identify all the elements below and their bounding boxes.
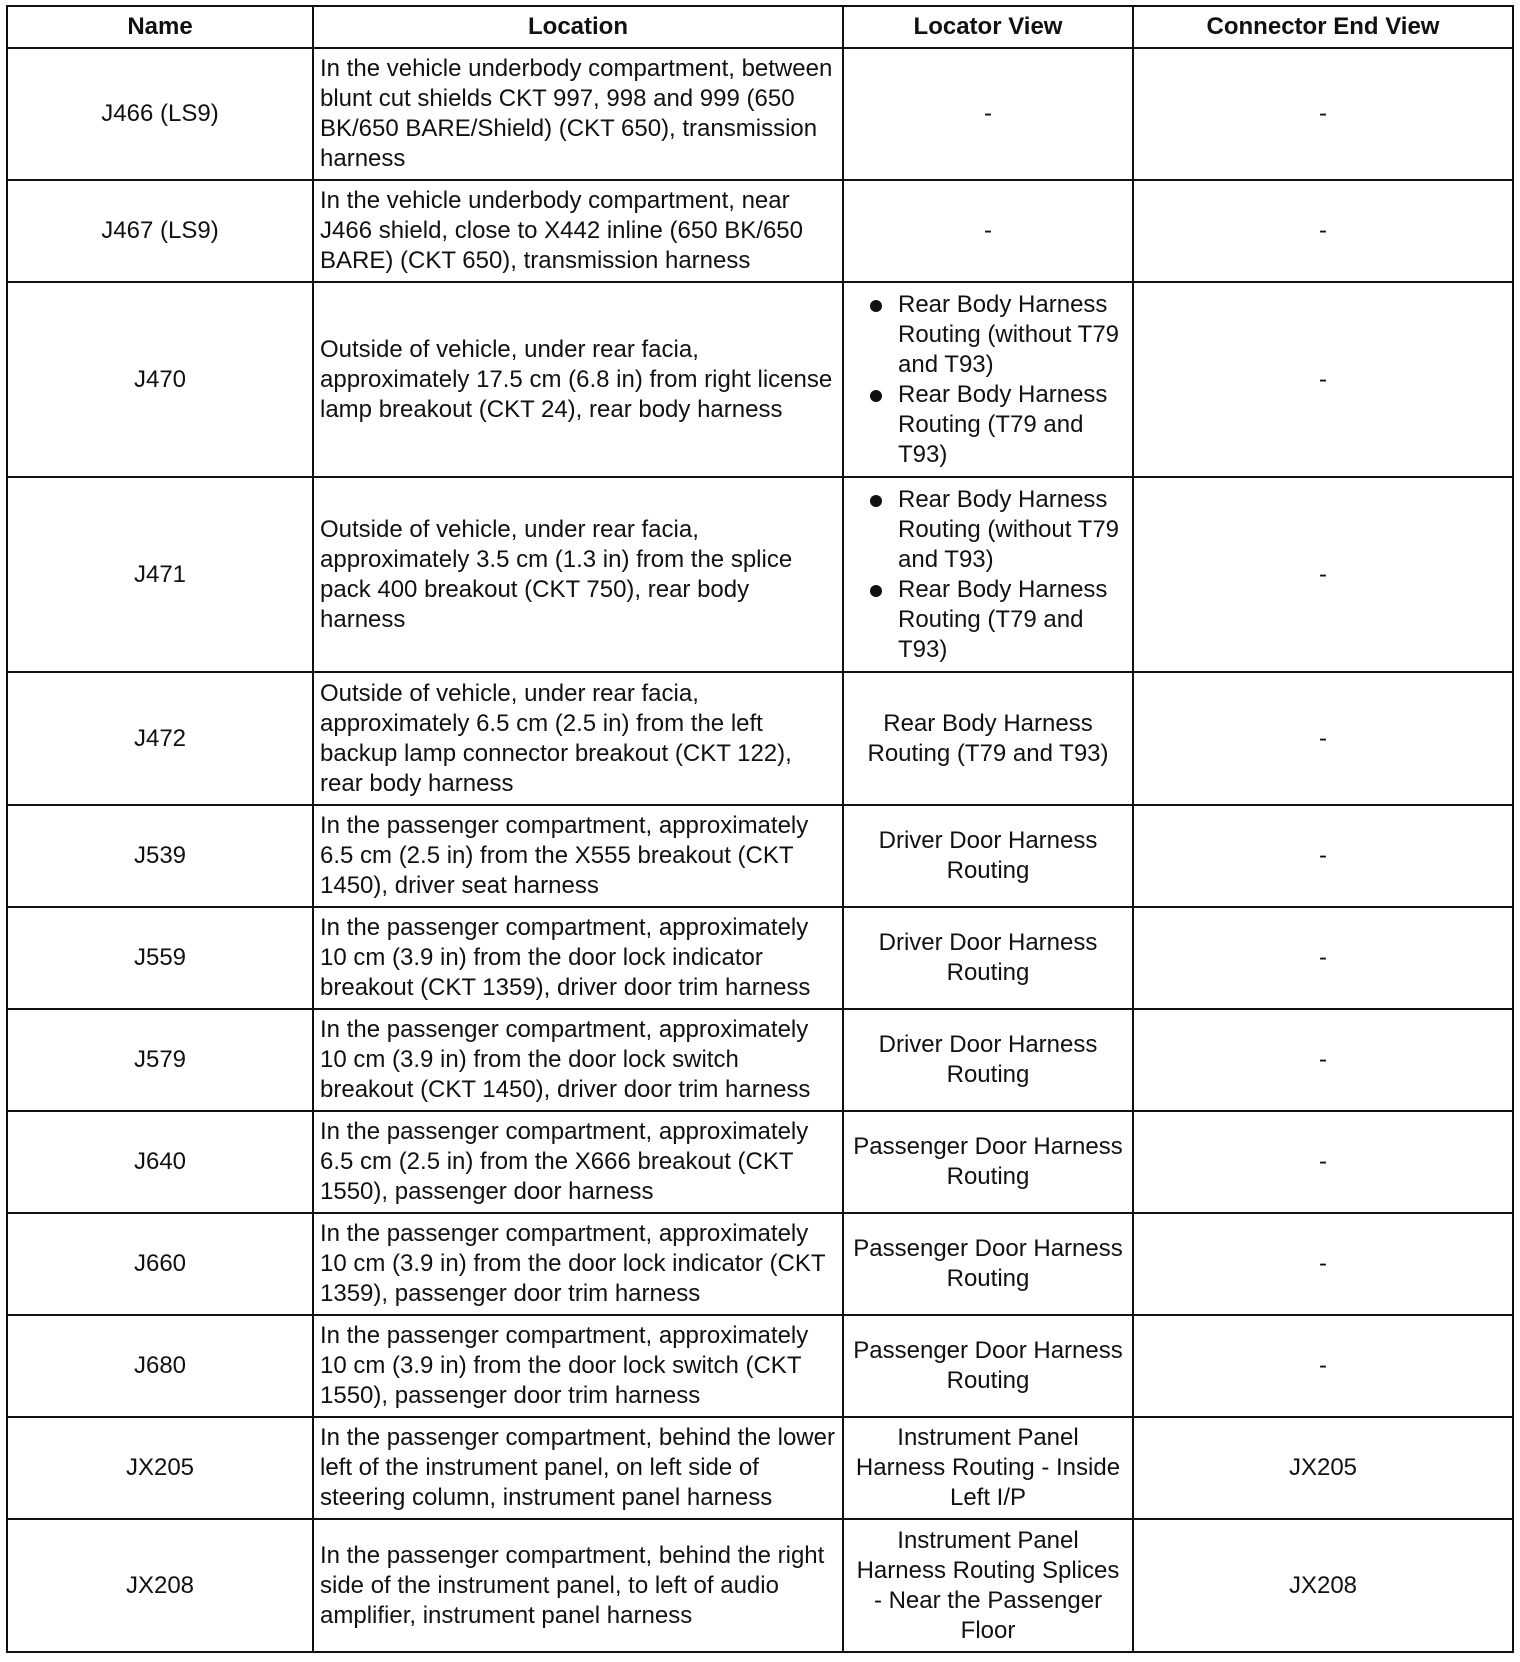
table-row — [7, 907, 1513, 1009]
table-row — [7, 180, 1513, 282]
connector-end-view: JX205 — [1133, 1417, 1513, 1519]
connector-end-view: - — [1133, 180, 1513, 282]
locator-view: Passenger Door Harness Routing — [843, 1315, 1133, 1417]
table-header — [7, 6, 1513, 48]
table-row — [7, 282, 1513, 477]
splice-name: J640 — [7, 1111, 313, 1213]
splice-name: J472 — [7, 672, 313, 805]
connector-end-view: - — [1133, 282, 1513, 477]
table-row — [7, 1009, 1513, 1111]
connector-end-view: JX208 — [1133, 1519, 1513, 1652]
connector-end-view: - — [1133, 1009, 1513, 1111]
connector-end-view: - — [1133, 805, 1513, 907]
locator-view: - — [843, 48, 1133, 180]
locator-view — [843, 282, 1133, 477]
splice-name: J470 — [7, 282, 313, 477]
header-row — [7, 6, 1513, 48]
splice-name: J660 — [7, 1213, 313, 1315]
locator-view: Instrument Panel Harness Routing Splices - Near the Passenger Floor — [843, 1519, 1133, 1652]
table-row — [7, 48, 1513, 180]
header-locator-view: Locator View — [843, 6, 1133, 48]
table-row — [7, 1213, 1513, 1315]
locator-view: Instrument Panel Harness Routing - Inside Left I/P — [843, 1417, 1133, 1519]
table-row — [7, 805, 1513, 907]
splice-location: In the passenger compartment, behind the lower left of the instrument panel, on left side of steering column, instrument panel harness — [313, 1417, 843, 1519]
locator-view: Driver Door Harness Routing — [843, 1009, 1133, 1111]
table-row — [7, 1315, 1513, 1417]
locator-view-list — [850, 485, 1126, 665]
splice-location: Outside of vehicle, under rear facia, approximately 6.5 cm (2.5 in) from the left backup lamp connector breakout (CKT 122), rear body harness — [313, 672, 843, 805]
connector-end-view: - — [1133, 1213, 1513, 1315]
locator-view: Passenger Door Harness Routing — [843, 1213, 1133, 1315]
header-connector-end-view: Connector End View — [1133, 6, 1513, 48]
splice-name: J559 — [7, 907, 313, 1009]
table-row — [7, 1111, 1513, 1213]
connector-end-view: - — [1133, 48, 1513, 180]
splice-name: J539 — [7, 805, 313, 907]
table-row — [7, 477, 1513, 672]
splice-location: Outside of vehicle, under rear facia, approximately 17.5 cm (6.8 in) from right license lamp breakout (CKT 24), rear body harness — [313, 282, 843, 477]
connector-end-view: - — [1133, 477, 1513, 672]
splice-location: In the passenger compartment, approximately 6.5 cm (2.5 in) from the X666 breakout (CKT 1550), passenger door harness — [313, 1111, 843, 1213]
splice-name: JX205 — [7, 1417, 313, 1519]
table-row — [7, 1519, 1513, 1652]
splice-name: J467 (LS9) — [7, 180, 313, 282]
locator-view: Driver Door Harness Routing — [843, 805, 1133, 907]
splice-location: In the passenger compartment, approximately 10 cm (3.9 in) from the door lock indicator (CKT 1359), passenger door trim harness — [313, 1213, 843, 1315]
splice-name: J680 — [7, 1315, 313, 1417]
splice-location: In the passenger compartment, approximately 10 cm (3.9 in) from the door lock indicator breakout (CKT 1359), driver door trim harness — [313, 907, 843, 1009]
connector-end-view: - — [1133, 1315, 1513, 1417]
table-row — [7, 1417, 1513, 1519]
locator-view-item: Rear Body Harness Routing (T79 and T93) — [850, 575, 1126, 665]
locator-view-item: Rear Body Harness Routing (without T79 and T93) — [850, 485, 1126, 575]
header-location: Location — [313, 6, 843, 48]
connector-end-view: - — [1133, 1111, 1513, 1213]
splice-location: In the passenger compartment, approximately 10 cm (3.9 in) from the door lock switch (CKT 1550), passenger door trim harness — [313, 1315, 843, 1417]
splice-name: J471 — [7, 477, 313, 672]
locator-view-item: Rear Body Harness Routing (without T79 and T93) — [850, 290, 1126, 380]
splice-location: In the vehicle underbody compartment, near J466 shield, close to X442 inline (650 BK/650 BARE) (CKT 650), transmission harness — [313, 180, 843, 282]
locator-view: Passenger Door Harness Routing — [843, 1111, 1133, 1213]
splice-location: In the passenger compartment, approximately 6.5 cm (2.5 in) from the X555 breakout (CKT 1450), driver seat harness — [313, 805, 843, 907]
splice-name: JX208 — [7, 1519, 313, 1652]
header-name: Name — [7, 6, 313, 48]
splice-location: In the vehicle underbody compartment, between blunt cut shields CKT 997, 998 and 999 (650 BK/650 BARE/Shield) (CKT 650), transmission harness — [313, 48, 843, 180]
locator-view: Driver Door Harness Routing — [843, 907, 1133, 1009]
table-row — [7, 672, 1513, 805]
locator-view-list — [850, 290, 1126, 470]
splice-name: J466 (LS9) — [7, 48, 313, 180]
connector-end-view: - — [1133, 672, 1513, 805]
connector-end-view: - — [1133, 907, 1513, 1009]
splice-location: Outside of vehicle, under rear facia, approximately 3.5 cm (1.3 in) from the splice pack 400 breakout (CKT 750), rear body harness — [313, 477, 843, 672]
locator-view: - — [843, 180, 1133, 282]
locator-view — [843, 477, 1133, 672]
splice-name: J579 — [7, 1009, 313, 1111]
locator-view: Rear Body Harness Routing (T79 and T93) — [843, 672, 1133, 805]
locator-view-item: Rear Body Harness Routing (T79 and T93) — [850, 380, 1126, 470]
table-body — [7, 48, 1513, 1652]
splice-location: In the passenger compartment, approximately 10 cm (3.9 in) from the door lock switch breakout (CKT 1450), driver door trim harness — [313, 1009, 843, 1111]
splice-table — [6, 5, 1514, 1653]
splice-location: In the passenger compartment, behind the right side of the instrument panel, to left of audio amplifier, instrument panel harness — [313, 1519, 843, 1652]
